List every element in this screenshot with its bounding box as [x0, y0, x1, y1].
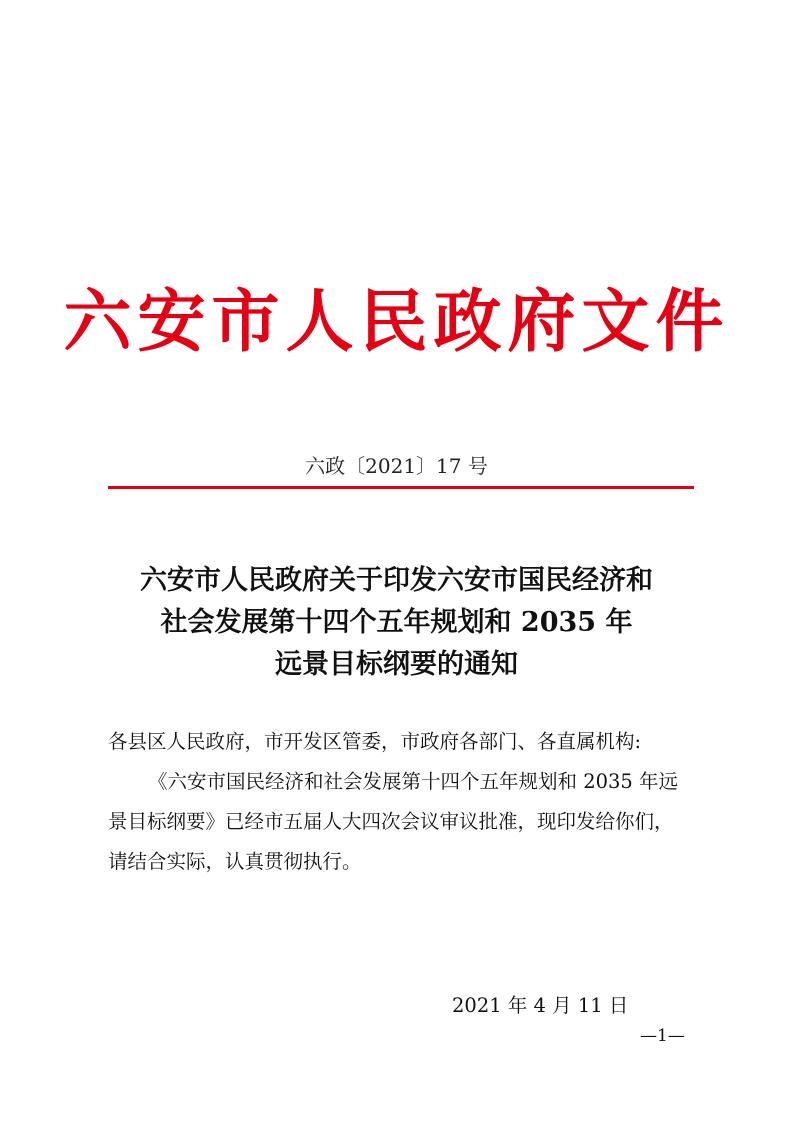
page-number: —1—: [640, 1026, 685, 1046]
document-number: 六政〔2021〕17 号: [305, 454, 488, 478]
title-line-1: 六安市人民政府关于印发六安市国民经济和: [140, 565, 653, 596]
body-line-1: 《六安市国民经济和社会发展第十四个五年规划和 2035 年远: [148, 770, 679, 793]
addressee-line: 各县区人民政府，市开发区管委，市政府各部门、各直属机构:: [108, 730, 642, 753]
issue-date: 2021 年 4 月 11 日: [452, 994, 629, 1017]
body-line-3: 请结合实际，认真贯彻执行。: [108, 850, 362, 873]
title-line-2: 社会发展第十四个五年规划和 2035 年: [160, 607, 633, 638]
document-title: [90, 560, 703, 686]
title-line-3: 远景目标纲要的通知: [275, 649, 518, 680]
body-line-2: 景目标纲要》已经市五届人大四次会议审议批准，现印发给你们，: [108, 810, 674, 833]
red-divider-line: [108, 486, 694, 489]
body-paragraph: [108, 762, 694, 882]
document-masthead: 六安市人民政府文件: [63, 283, 730, 362]
